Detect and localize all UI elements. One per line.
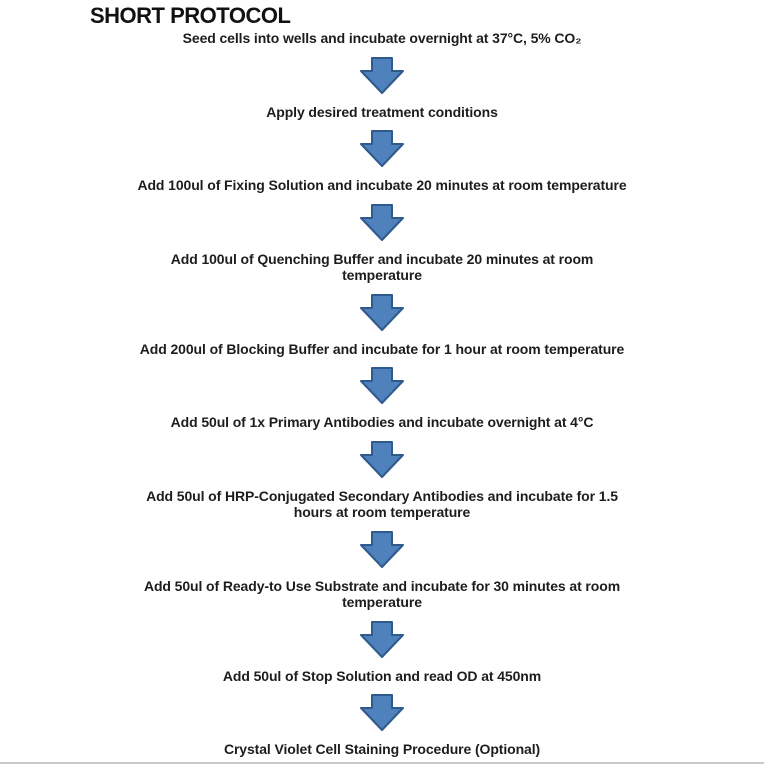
step-2-line-1: Apply desired treatment conditions bbox=[266, 103, 498, 120]
down-arrow-icon bbox=[359, 621, 405, 658]
step-7-line-1: Add 50ul of HRP-Conjugated Secondary Antibodies and incubate for 1.5 bbox=[146, 487, 618, 504]
protocol-step-7 bbox=[146, 488, 618, 521]
page-title: SHORT PROTOCOL bbox=[90, 3, 291, 28]
step-3-line-1: Add 100ul of Fixing Solution and incubate 20 minutes at room temperature bbox=[137, 177, 627, 193]
down-arrow-icon bbox=[359, 204, 405, 241]
down-arrow-icon bbox=[359, 367, 405, 404]
protocol-flow bbox=[0, 30, 764, 758]
protocol-step-4 bbox=[171, 251, 594, 284]
step-6-line-1: Add 50ul of 1x Primary Antibodies and incubate overnight at 4°C bbox=[170, 414, 594, 430]
protocol-step-3 bbox=[137, 177, 626, 194]
protocol-step-1 bbox=[183, 30, 582, 47]
down-arrow-icon bbox=[359, 57, 405, 94]
down-arrow-icon bbox=[359, 130, 405, 167]
step-7-line-2: hours at room temperature bbox=[293, 504, 471, 520]
down-arrow-icon bbox=[359, 531, 405, 568]
step-10-line-1: Crystal Violet Cell Staining Procedure (Optional) bbox=[223, 741, 541, 757]
down-arrow-icon bbox=[359, 694, 405, 731]
protocol-step-8 bbox=[144, 578, 620, 611]
protocol-step-6 bbox=[171, 414, 594, 431]
protocol-step-9 bbox=[223, 668, 541, 685]
step-8-line-1: Add 50ul of Ready-to Use Substrate and incubate for 30 minutes at room bbox=[143, 577, 621, 594]
step-8-line-2: temperature bbox=[342, 594, 422, 610]
step-5-line-1: Add 200ul of Blocking Buffer and incubate for 1 hour at room temperature bbox=[139, 340, 625, 357]
down-arrow-icon bbox=[359, 441, 405, 478]
protocol-step-5 bbox=[140, 341, 624, 358]
protocol-step-2 bbox=[266, 104, 498, 121]
down-arrow-icon bbox=[359, 294, 405, 331]
step-9-line-1: Add 50ul of Stop Solution and read OD at 450nm bbox=[222, 667, 542, 684]
step-4-line-1: Add 100ul of Quenching Buffer and incubate 20 minutes at room bbox=[170, 250, 594, 267]
step-4-line-2: temperature bbox=[342, 267, 422, 283]
protocol-step-10 bbox=[224, 741, 540, 758]
step-1-line-1: Seed cells into wells and incubate overnight at 37°C, 5% CO₂ bbox=[182, 30, 582, 46]
